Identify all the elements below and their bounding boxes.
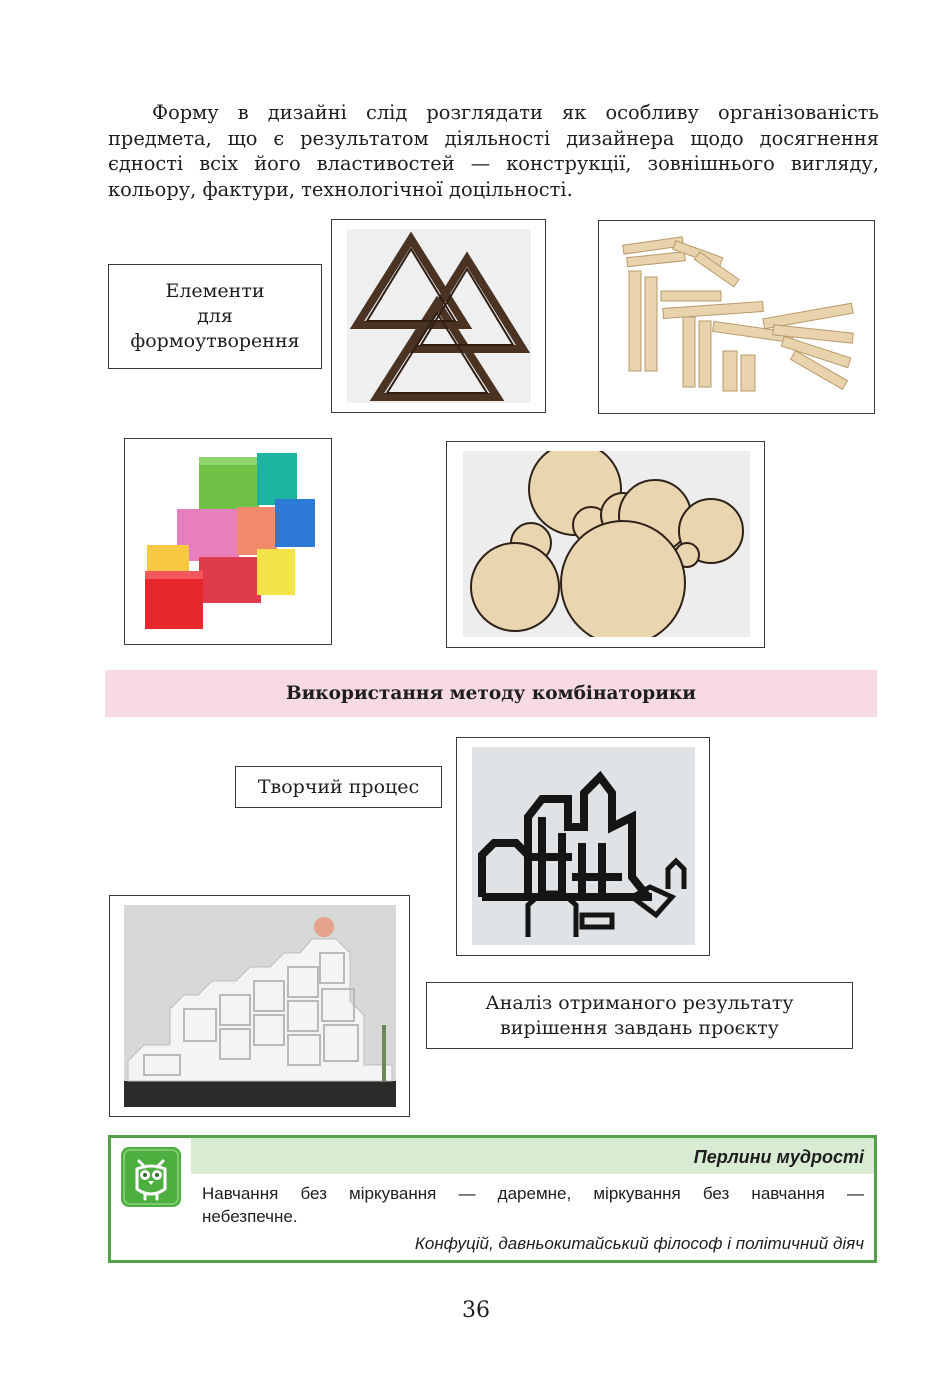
combinatorics-band xyxy=(105,670,877,717)
intro-paragraph-text: Форму в дизайні слід розглядати як особливу організованість предмета, що є результатом діяльності дизайнера щодо досягнення єдності всіх його властивостей — конструкції, зовнішнього вигляду, кольору, фактури, технологічної доцільності. xyxy=(108,101,879,201)
analysis-line-2: вирішення завдань проєкту xyxy=(500,1016,779,1039)
wooden-circles-frame xyxy=(446,441,765,648)
analysis-line-1: Аналіз отриманого результату xyxy=(485,991,794,1014)
colored-cubes-frame xyxy=(124,438,332,645)
elements-line-3: формоутворення xyxy=(130,330,300,352)
triangle-shelves-frame xyxy=(331,219,546,413)
wooden-planks-frame xyxy=(598,220,875,414)
intro-paragraph xyxy=(108,100,879,202)
elements-line-2: для xyxy=(197,305,233,327)
analysis-box xyxy=(426,982,853,1049)
wisdom-author: Конфуцій, давньокитайський філософ і політичний діяч xyxy=(414,1234,864,1253)
triangle-shelves-image xyxy=(347,229,531,403)
elements-line-1: Елементи xyxy=(165,280,265,302)
colored-cubes-image xyxy=(139,449,319,635)
black-shelves-image xyxy=(472,747,695,945)
creative-process-label: Творчий процес xyxy=(257,775,420,798)
white-shelves-frame xyxy=(109,895,410,1117)
white-shelves-image xyxy=(124,905,396,1107)
wisdom-quote: Навчання без міркування — даремне, міркування без навчання — небезпечне. xyxy=(202,1184,864,1226)
wisdom-header-text: Перлини мудрості xyxy=(693,1147,864,1167)
wooden-circles-image xyxy=(463,451,750,637)
page-number: 36 xyxy=(462,1298,490,1323)
wisdom-header xyxy=(191,1138,874,1174)
creative-process-box xyxy=(235,766,442,808)
wooden-planks-image xyxy=(613,231,863,405)
owl-icon xyxy=(121,1147,181,1207)
black-shelves-frame xyxy=(456,737,710,956)
elements-box xyxy=(108,264,322,369)
wisdom-box xyxy=(108,1135,877,1263)
band-title: Використання методу комбінаторики xyxy=(285,683,697,704)
